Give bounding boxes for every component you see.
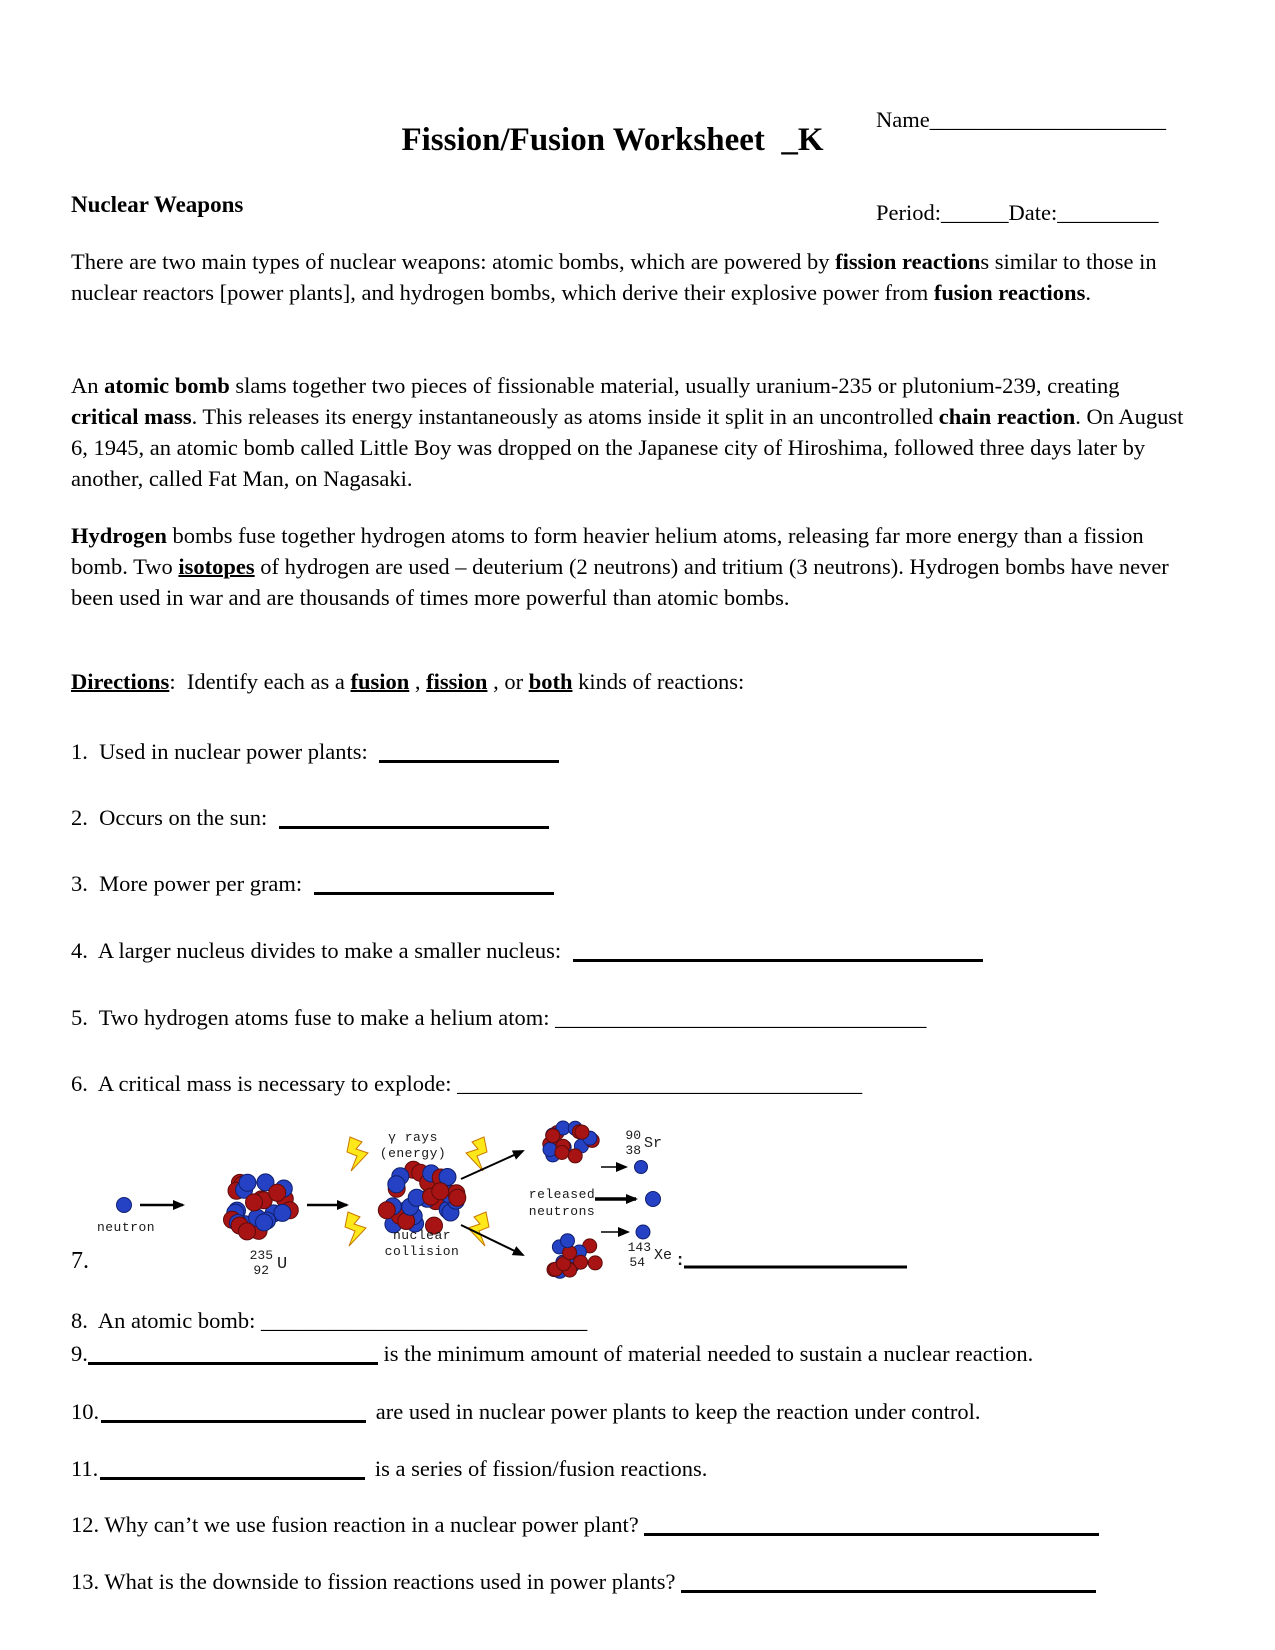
svg-text:90: 90 [625, 1128, 641, 1143]
question-text: are used in nuclear power plants to keep the reaction under control. [370, 1399, 981, 1424]
question-6 [71, 1068, 862, 1099]
paragraph-nuclear-weapon-types [71, 246, 1186, 308]
gamma-rays-label [380, 1130, 446, 1161]
text-segment: : Identify each as a [169, 669, 351, 694]
paragraph-hydrogen-bombs [71, 520, 1186, 613]
text-segment: chain reaction [938, 404, 1076, 429]
svg-text:nuclear: nuclear [392, 1228, 452, 1243]
released-neutron-icon [646, 1192, 661, 1207]
collision-nucleus-icon [378, 1161, 466, 1234]
text-segment: , [409, 669, 427, 694]
question-7-colon: : [675, 1252, 686, 1271]
question-text: 6. A critical mass is necessary to explode: [71, 1071, 458, 1096]
question-11 [71, 1453, 707, 1484]
directions-line [71, 666, 744, 697]
text-segment: bombs fuse together hydrogen atoms to form heavier helium atoms, releasing far more energy than a fission bomb. Two [71, 523, 1144, 579]
lightning-bolt-icon [347, 1137, 368, 1171]
arrow-icon [461, 1225, 523, 1255]
text-segment: atomic bomb [104, 373, 230, 398]
question-2 [71, 802, 549, 833]
lightning-bolt-icon [345, 1212, 366, 1246]
xenon-143-nucleus-icon [547, 1234, 602, 1279]
question-10 [71, 1396, 981, 1427]
svg-text:Sr: Sr [644, 1135, 663, 1152]
strontium-90-nucleus-icon [543, 1121, 599, 1163]
answer-blank-2 [279, 806, 549, 829]
question-text: 8. An atomic bomb: [71, 1308, 261, 1333]
fission-diagram [95, 1115, 910, 1300]
svg-text:Xe: Xe [654, 1247, 673, 1264]
text-segment: Hydrogen [71, 523, 167, 548]
answer-blank-12 [644, 1513, 1099, 1536]
answer-blank-1 [379, 740, 559, 763]
question-7: 7. [71, 1248, 89, 1274]
text-segment: critical mass [71, 404, 192, 429]
text-segment: Directions [71, 669, 170, 694]
uranium-235-nucleus-icon [224, 1174, 299, 1240]
question-number: 10. [71, 1399, 100, 1424]
answer-blank-10 [101, 1400, 366, 1423]
text-segment: kinds of reactions: [572, 669, 745, 694]
question-text: 4. A larger nucleus divides to make a smaller nucleus: [71, 938, 567, 963]
released-neutron-icon [636, 1225, 650, 1239]
question-text: 1. Used in nuclear power plants: [71, 739, 374, 764]
text-segment: fission reaction [835, 249, 981, 274]
text-segment: . This releases its energy instantaneously as atoms inside it split in an uncontrolled [191, 404, 939, 429]
svg-text:(energy): (energy) [379, 1146, 447, 1161]
text-segment: of hydrogen are used – deuterium (2 neutrons) and tritium (3 neutrons). Hydrogen bombs have never been used in war and are thousands of times more powerful than atomic bombs. [71, 554, 1169, 610]
question-1 [71, 736, 559, 767]
released-neutrons-label [529, 1187, 595, 1219]
question-9 [71, 1338, 1033, 1369]
name-field-line: Name_____________________ [876, 107, 1166, 132]
lightning-bolt-icon [466, 1137, 487, 1171]
text-segment: There are two main types of nuclear weapons: atomic bombs, which are powered by [71, 249, 836, 274]
svg-text:γ rays: γ rays [388, 1130, 438, 1145]
uranium-235-label [250, 1248, 288, 1278]
answer-blank-4 [573, 939, 983, 962]
xenon-143-label [628, 1240, 672, 1270]
question-text: 13. What is the downside to fission reactions used in power plants? [71, 1569, 682, 1594]
answer-blank-5: _________________________________ [555, 1005, 927, 1030]
text-segment: both [528, 669, 573, 694]
text-segment: , or [487, 669, 529, 694]
text-segment: An [71, 373, 105, 398]
question-4 [71, 935, 983, 966]
svg-text:235: 235 [249, 1248, 273, 1263]
answer-blank-8: _____________________________ [261, 1308, 588, 1333]
question-number: 9. [71, 1341, 88, 1366]
neutron-label: neutron [96, 1220, 156, 1235]
question-12 [71, 1509, 1099, 1540]
question-text: is the minimum amount of material needed to sustain a nuclear reaction. [377, 1341, 1034, 1366]
text-segment: isotopes [178, 554, 255, 579]
question-3 [71, 868, 554, 899]
question-number: 11. [71, 1456, 99, 1481]
answer-blank-9 [88, 1342, 378, 1365]
released-neutron-icon [635, 1161, 648, 1174]
nuclear-collision-label [385, 1228, 460, 1259]
text-segment: s similar to those in nuclear reactors [power plants], and hydrogen bombs, which derive their explosive power from [71, 249, 1157, 305]
question-text: 3. More power per gram: [71, 871, 308, 896]
strontium-90-label [625, 1128, 662, 1158]
text-segment: . [1085, 280, 1091, 305]
period-date-line: Period:______Date:_________ [876, 200, 1159, 225]
text-segment: fission [426, 669, 488, 694]
question-text: 12. Why can’t we use fusion reaction in a nuclear power plant? [71, 1512, 645, 1537]
answer-blank-3 [314, 872, 554, 895]
page-title: Fission/Fusion Worksheet _K [401, 122, 824, 158]
question-text: is a series of fission/fusion reactions. [369, 1456, 708, 1481]
question-5 [71, 1002, 926, 1033]
answer-blank-13 [681, 1570, 1096, 1593]
text-segment: fusion reactions [933, 280, 1086, 305]
text-segment: . On August 6, 1945, an atomic bomb called Little Boy was dropped on the Japanese city of Hiroshima, followed three days later by another, called Fat Man, on Nagasaki. [71, 404, 1184, 491]
svg-text:released: released [528, 1187, 596, 1202]
section-heading: Nuclear Weapons [71, 192, 244, 217]
answer-blank-6: ____________________________________ [457, 1071, 863, 1096]
question-13 [71, 1566, 1096, 1597]
svg-text:38: 38 [625, 1143, 641, 1158]
svg-text:92: 92 [253, 1263, 269, 1278]
svg-text:54: 54 [629, 1255, 645, 1270]
text-segment: slams together two pieces of fissionable material, usually uranium-235 or plutonium-239, creating [229, 373, 1120, 398]
paragraph-atomic-bomb [71, 370, 1186, 494]
svg-text:collision: collision [384, 1244, 460, 1259]
svg-text:U: U [277, 1255, 288, 1274]
neutron-icon [117, 1198, 132, 1213]
question-text: 5. Two hydrogen atoms fuse to make a helium atom: [71, 1005, 556, 1030]
question-8 [71, 1305, 587, 1336]
answer-blank-11 [100, 1457, 365, 1480]
text-segment: fusion [350, 669, 410, 694]
question-text: 2. Occurs on the sun: [71, 805, 273, 830]
svg-text:neutrons: neutrons [528, 1204, 596, 1219]
svg-text:143: 143 [627, 1240, 651, 1255]
